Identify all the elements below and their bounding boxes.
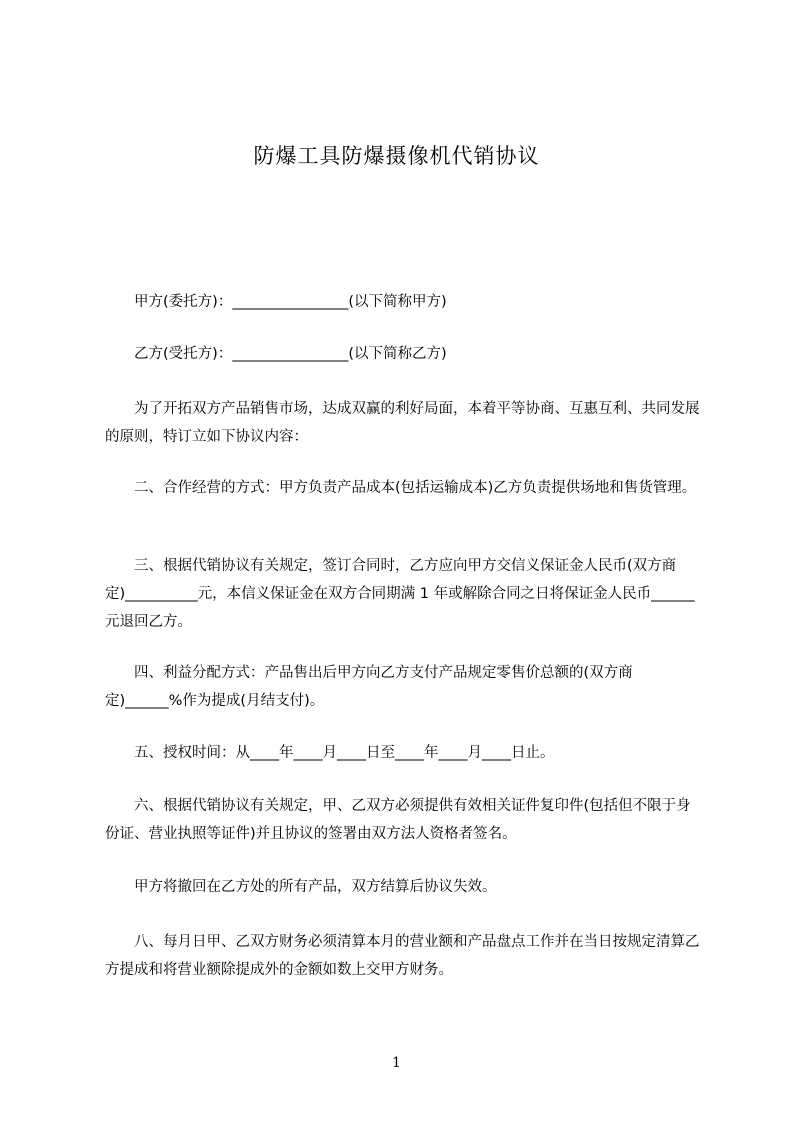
clause-6: 六、根据代销协议有关规定，甲、乙双方必须提供有效相关证件复印件(包括但不限于身份证、营业执照等证件)并且协议的签署由双方法人资格者签名。 bbox=[105, 798, 691, 842]
page-number: 1 bbox=[392, 1055, 401, 1071]
party-a-line: 甲方(委托方)：________________(以下简称甲方) bbox=[105, 294, 447, 310]
clause-2: 二、合作经营的方式：甲方负责产品成本(包括运输成本)乙方负责提供场地和售货管理。 bbox=[105, 480, 697, 496]
intro-paragraph: 为了开拓双方产品销售市场，达成双赢的利好局面，本着平等协商、互惠互利、共同发展的原则，特订立如下协议内容： bbox=[105, 401, 700, 445]
clause-3: 三、根据代销协议有关规定，签订合同时，乙方应向甲方交信义保证金人民币(双方商定)__________元，本信义保证金在双方合同期满 1 年或解除合同之日将保证金人民币______元退回乙方。 bbox=[105, 558, 695, 630]
party-b-line: 乙方(受托方)：________________(以下简称乙方) bbox=[105, 346, 447, 362]
clause-5: 五、授权时间：从____年____月____日至____年____月____日止。 bbox=[105, 745, 555, 761]
document-title: 防爆工具防爆摄像机代销协议 bbox=[253, 144, 540, 168]
withdraw-paragraph: 甲方将撤回在乙方处的所有产品，双方结算后协议失效。 bbox=[105, 879, 497, 895]
clause-4: 四、利益分配方式：产品售出后甲方向乙方支付产品规定零售价总额的(双方商定)______%作为提成(月结支付)。 bbox=[105, 665, 633, 709]
clause-8: 八、每月日甲、乙双方财务必须清算本月的营业额和产品盘点工作并在当日按规定清算乙方提成和将营业额除提成外的金额如数上交甲方财务。 bbox=[105, 934, 700, 978]
